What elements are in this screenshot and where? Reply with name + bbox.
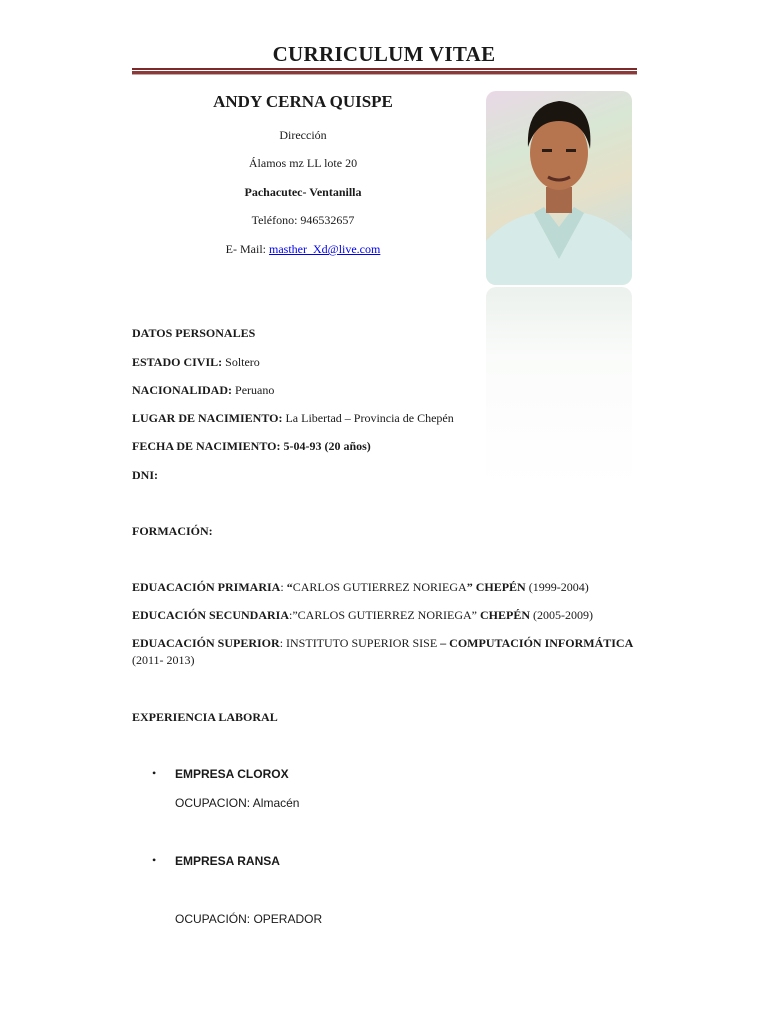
secondary-city: CHEPÉN [477,608,531,622]
birthplace-row [132,411,454,426]
personal-heading: DATOS PERSONALES [132,326,256,340]
secondary-education-row [132,608,593,623]
primary-label: EDUACACIÓN PRIMARIA [132,580,281,594]
profile-photo-illustration [486,91,632,285]
profile-photo [486,91,632,285]
document-title: CURRICULUM VITAE [272,42,496,66]
email-label: E- Mail: [225,242,269,256]
phone-label: Teléfono: [251,213,298,227]
bullet-icon: • [152,853,157,867]
civil-status-row [132,355,260,370]
education-heading: FORMACIÓN: [132,524,213,538]
birthdate-text: FECHA DE NACIMIENTO: 5-04-93 (20 años) [132,439,371,453]
civil-status-label: ESTADO CIVIL: [132,355,223,369]
primary-open-quote: “ [286,580,293,594]
secondary-school: :”CARLOS GUTIERREZ NORIEGA” [289,608,477,622]
superior-label: EDUACACIÓN SUPERIOR [132,636,280,650]
birthplace-value: La Libertad – Provincia de Chepén [282,411,454,425]
job-company: EMPRESA CLOROX [175,767,289,781]
experience-heading: EXPERIENCIA LABORAL [132,710,278,724]
superior-school: : INSTITUTO SUPERIOR SISE [279,636,441,650]
birthplace-label: LUGAR DE NACIMIENTO: [132,411,283,425]
primary-education-row [132,580,589,595]
nationality-row [132,383,274,398]
job-occupation: OCUPACIÓN: OPERADOR [175,912,323,926]
job-occupation: OCUPACION: Almacén [175,796,300,810]
bullet-icon: • [152,766,157,780]
nationality-label: NACIONALIDAD: [132,383,233,397]
phone-line [132,213,474,228]
primary-sep: : [280,580,287,594]
superior-education-row [132,636,633,651]
photo-reflection [486,287,632,487]
phone-value: 946532657 [297,213,355,227]
candidate-name: ANDY CERNA QUISPE [213,92,393,111]
secondary-label: EDUCACIÓN SECUNDARIA [132,608,290,622]
address-line-2: Pachacutec- Ventanilla [244,185,362,199]
civil-status-value: Soltero [222,355,260,369]
email-line [132,242,474,257]
title-divider [132,68,637,75]
dni-label: DNI: [132,468,158,482]
superior-career: – COMPUTACIÓN INFORMÁTICA [440,636,634,650]
email-link[interactable]: masther_Xd@live.com [268,242,381,256]
primary-city: ” CHEPÉN [466,580,526,594]
address-label: Dirección [279,128,327,142]
primary-years: (1999-2004) [525,580,589,594]
superior-years: (2011- 2013) [132,653,195,667]
dni-row [132,468,158,483]
birthdate-row [132,439,371,454]
address-line-1: Álamos mz LL lote 20 [248,156,358,170]
secondary-years: (2005-2009) [530,608,594,622]
job-company: EMPRESA RANSA [175,854,280,868]
primary-school: CARLOS GUTIERREZ NORIEGA [292,580,467,594]
nationality-value: Peruano [232,383,275,397]
